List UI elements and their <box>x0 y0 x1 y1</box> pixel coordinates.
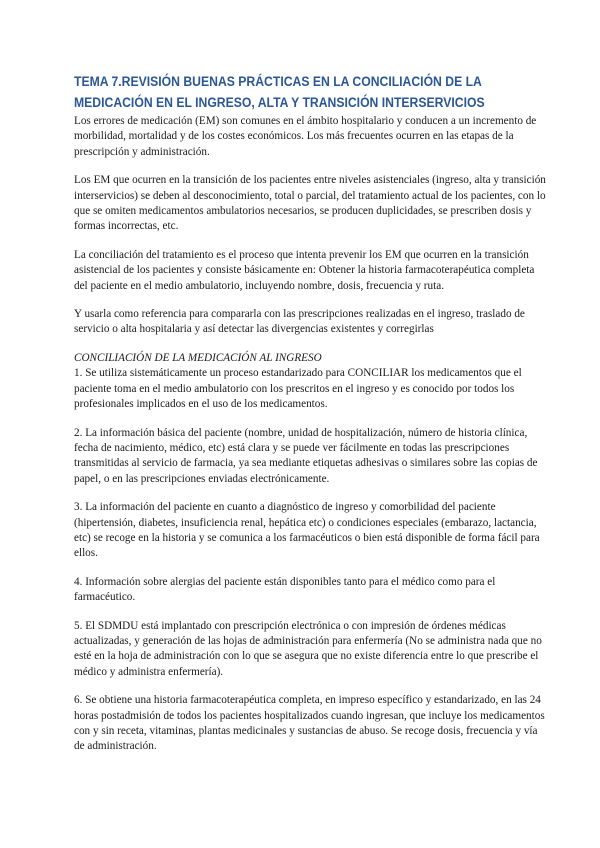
intro-paragraph-3: La conciliación del tratamiento es el proceso que intenta prevenir los EM que ocurren en la transición asistencial de los pacientes y consiste básicamente en: Obtener la historia farmacoterapéutica completa del paciente en el medio ambulatorio, incluyendo nombre, dosis, frecuencia y ruta. <box>74 248 535 292</box>
numbered-item-5: 5. El SDMDU está implantado con prescripción electrónica o con impresión de órdenes médicas actualizadas, y generación de las hojas de administración para enfermería (No se administra nada que no esté en la hoja de administración con lo que se asegura que no existe diferencia entre lo que prescribe el médico y administra enfermería). <box>74 619 542 678</box>
section-heading: CONCILIACIÓN DE LA MEDICACIÓN AL INGRESO <box>74 351 322 364</box>
numbered-item-3: 3. La información del paciente en cuanto a diagnóstico de ingreso y comorbilidad del paciente (hipertensión, diabetes, insuficiencia renal, hepática etc) o condiciones especiales (embarazo, lactancia, etc) se recoge en la historia y se comunica a los farmacéuticos o bien está disponible de forma fácil para ellos. <box>74 501 540 560</box>
document-body <box>74 114 547 755</box>
intro-paragraph-4: Y usarla como referencia para compararla con las prescripciones realizadas en el ingreso, traslado de servicio o alta hospitalaria y así detectar las divergencias existentes y corregirlas <box>74 308 525 336</box>
numbered-item-1: 1. Se utiliza sistemáticamente un proceso estandarizado para CONCILIAR los medicamentos que el paciente toma en el medio ambulatorio con los prescritos en el ingreso y es conocido por todos los profesionales implicados en el uso de los medicamentos. <box>74 367 522 411</box>
page-title: TEMA 7.REVISIÓN BUENAS PRÁCTICAS EN LA CONCILIACIÓN DE LA MEDICACIÓN EN EL INGRESO, ALTA Y TRANSICIÓN INTERSERVICIOS <box>74 74 485 111</box>
intro-paragraph-1: Los errores de medicación (EM) son comunes en el ámbito hospitalario y conducen a un incremento de morbilidad, mortalidad y de los costes económicos. Los más frecuentes ocurren en las etapas de la prescripción y administración. <box>74 115 537 158</box>
numbered-item-2: 2. La información básica del paciente (nombre, unidad de hospitalización, número de historia clínica, fecha de nacimiento, médico, etc) está clara y se puede ver fácilmente en todas las prescripciones transmitidas al servicio de farmacia, ya sea mediante etiquetas adhesivas o similares sobre las copias de papel, o en las prescripciones enviadas electrónicamente. <box>74 426 538 485</box>
numbered-item-4: 4. Información sobre alergias del paciente están disponibles tanto para el médico como para el farmacéutico. <box>74 575 496 604</box>
numbered-item-6: 6. Se obtiene una historia farmacoterapéutica completa, en impreso específico y estandarizado, en las 24 horas postadmisión de todos los pacientes hospitalizados cuando ingresan, que incluye los medicamentos con y sin receta, vitaminas, plantas medicinales y sustancias de abuso. Se recoge dosis, frecuencia y vía de administración. <box>74 694 545 753</box>
intro-paragraph-2: Los EM que ocurren en la transición de los pacientes entre niveles asistenciales (ingreso, alta y transición interservicios) se deben al desconocimiento, total o parcial, del tratamiento actual de los pacientes, con lo que se omiten medicamentos ambulatorios necesarios, se producen duplicidades, se prescriben dosis y formas incorrectas, etc. <box>74 174 546 233</box>
